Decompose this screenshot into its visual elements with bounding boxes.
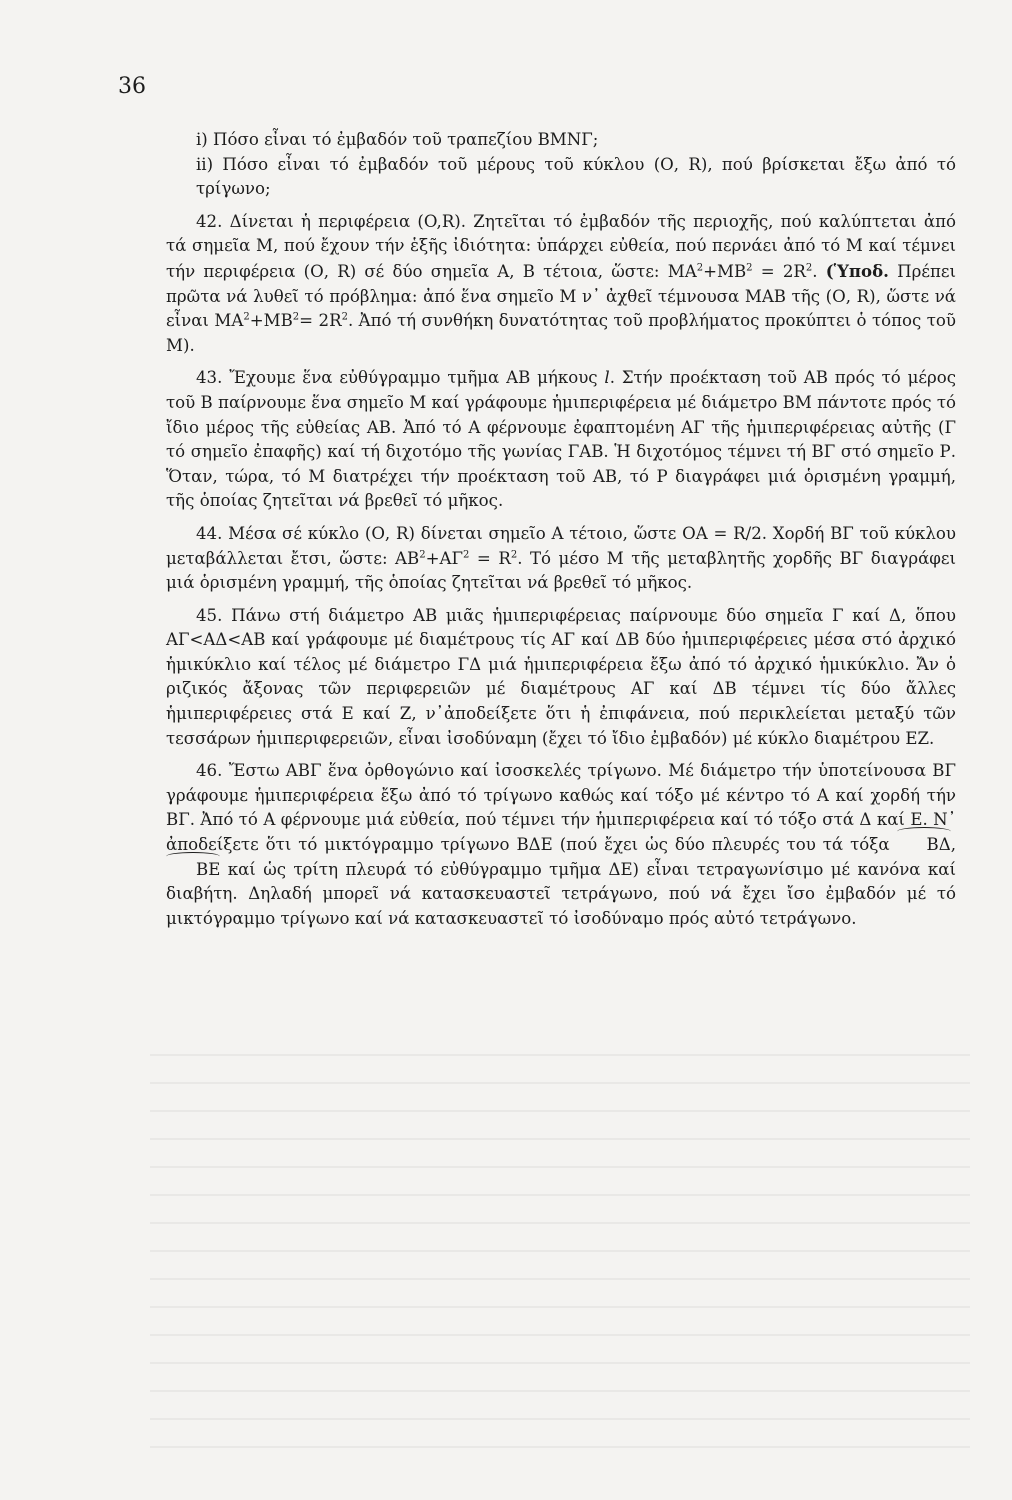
- problem-42: 42. Δίνεται ἡ περιφέρεια (O,R). Ζητεῖται τό ἐμβαδόν τῆς περιοχῆς, πού καλύπτεται ἀπό τά σημεῖα Μ, πού ἔχουν τήν ἑξῆς ἰδιότητα: ὑπάρχει εὐθεία, πού περνάει ἀπό τό Μ καί τέμνει τήν περιφέρεια (Ο, R) σέ δύο σημεῖα Α, Β τέτοια, ὥστε: $MA^2+MB^2 = 2R^2$. (Ὑποδ. Πρέπει πρῶτα νά λυθεῖ τό πρόβλημα: ἀπό ἕνα σημεῖο Μ ν᾽ ἀχθεῖ τέμνουσα ΜΑΒ τῆς (Ο, R), ὥστε νά εἶναι $MA^2+MB^2= 2R^2$. Ἀπό τή συνθήκη δυνατότητας τοῦ προβλήματος προκύπτει ὁ τόπος τοῦ Μ).: [166, 211, 957, 355]
- length-variable: l: [604, 368, 610, 388]
- problem-45: 45. Πάνω στή διάμετρο ΑΒ μιᾶς ἡμιπεριφέρειας παίρνουμε δύο σημεῖα Γ καί Δ, ὅπου ΑΓ<ΑΔ<ΑΒ καί γράφουμε μέ διαμέτρους τίς ΑΓ καί ΔΒ δύο ἡμιπεριφέρειες μέσα στό ἀρχικό ἡμικύκλιο καί τέλος μέ διάμετρο ΓΔ μιά ἡμιπεριφέρεια ἔξω ἀπό τό ἀρχικό ἡμικύκλιο. Ἄν ὁ ριζικός ἄξονας τῶν περιφερειῶν μέ διαμέτρους ΑΓ καί ΔΒ τέμνει τίς δύο ἄλλες ἡμιπεριφέρειες στά Ε καί Ζ, ν᾽ἀποδείξετε ὅτι ἡ ἐπιφάνεια, πού περικλείεται μεταξύ τῶν τεσσάρων ἡμιπεριφερειῶν, εἶναι ἰσοδύναμη (ἔχει τό ἴδιο ἐμβαδόν) μέ κύκλο διαμέτρου ΕΖ.: [166, 605, 956, 748]
- problem-46: 46. Ἔστω ΑΒΓ ἕνα ὀρθογώνιο καί ἰσοσκελές τρίγωνο. Μέ διάμετρο τήν ὑποτείνουσα ΒΓ γράφουμε ἡμιπεριφέρεια ἔξω ἀπό τό τρίγωνο καθώς καί τόξο μέ κέντρο τό Α καί χορδή τήν ΒΓ. Ἀπό τό Α φέρνουμε μιά εὐθεία, πού τέμνει τήν ἡμιπεριφέρεια καί τό τόξο στά Δ καί Ε. Ν᾽ ἀποδείξετε ὅτι τό μικτόγραμμο τρίγωνο ΒΔΕ (πού ἔχει ὡς δύο πλευρές του τά τόξα ΒΔ, ΒΕ καί ὡς τρίτη πλευρά τό εὐθύγραμμο τμῆμα ΔΕ) εἶναι τετραγωνίσιμο μέ κανόνα καί διαβήτη. Δηλαδή μπορεῖ νά κατασκευαστεῖ τετράγωνο, πού νά ἔχει ἴσο ἐμβαδόν μέ τό μικτόγραμμο τρίγωνο καί νά κατασκευαστεῖ τό ἰσοδύναμο πρός αὐτό τετράγωνο.: [166, 761, 956, 928]
- problem-44: 44. Μέσα σέ κύκλο (Ο, R) δίνεται σημεῖο Α τέτοιο, ὥστε ΟΑ = R/2. Χορδή ΒΓ τοῦ κύκλου μεταβάλλεται ἔτσι, ὥστε: $AB^2+A\Gamma^2 = R^2$. Τό μέσο Μ τῆς μεταβλητῆς χορδῆς ΒΓ διαγράφει μιά ὁρισμένη γραμμή, τῆς ὁποίας ζητεῖται νά βρεθεῖ τό μῆκος.: [166, 523, 957, 593]
- problem-44-number: 44.: [196, 523, 223, 543]
- problem-45-number: 45.: [196, 605, 223, 625]
- show-through-background: [150, 1040, 970, 1460]
- page-body: [166, 128, 956, 931]
- problem-42-number: 42.: [196, 211, 223, 231]
- arc-be: ΒΕ: [166, 858, 220, 883]
- problem-43-number: 43.: [196, 368, 223, 388]
- item-ii: ii) Πόσο εἶναι τό ἐμβαδόν τοῦ μέρους τοῦ κύκλου (Ο, R), πού βρίσκεται ἔξω ἀπό τό τρίγωνο;: [196, 154, 956, 199]
- item-i: i) Πόσο εἶναι τό ἐμβαδόν τοῦ τραπεζίου ΒΜΝΓ;: [196, 130, 599, 149]
- problem-46-number: 46.: [196, 761, 223, 781]
- problem-43: 43. Ἔχουμε ἕνα εὐθύγραμμο τμῆμα ΑΒ μήκους l. Στήν προέκταση τοῦ ΑΒ πρός τό μέρος τοῦ Β παίρνουμε ἕνα σημεῖο Μ καί γράφουμε ἡμιπεριφέρεια μέ διάμετρο ΒΜ πάντοτε πρός τό ἴδιο μέρος τῆς εὐθείας ΑΒ. Ἀπό τό Α φέρνουμε ἐφαπτομένη ΑΓ τῆς ἡμιπεριφέρειας αὐτῆς (Γ τό σημεῖο ἐπαφῆς) καί τή διχοτόμο τῆς γωνίας ΓΑΒ. Ἡ διχοτόμος τέμνει τή ΒΓ στό σημεῖο Ρ. Ὅταν, τώρα, τό Μ διατρέχει τήν προέκταση τοῦ ΑΒ, τό Ρ διαγράφει μιά ὁρισμένη γραμμή, τῆς ὁποίας ζητεῖται νά βρεθεῖ τό μῆκος.: [166, 368, 956, 511]
- hint-label: (Ὑποδ.: [825, 260, 889, 281]
- page-number: 36: [118, 74, 146, 99]
- arc-bd: ΒΔ: [897, 833, 951, 858]
